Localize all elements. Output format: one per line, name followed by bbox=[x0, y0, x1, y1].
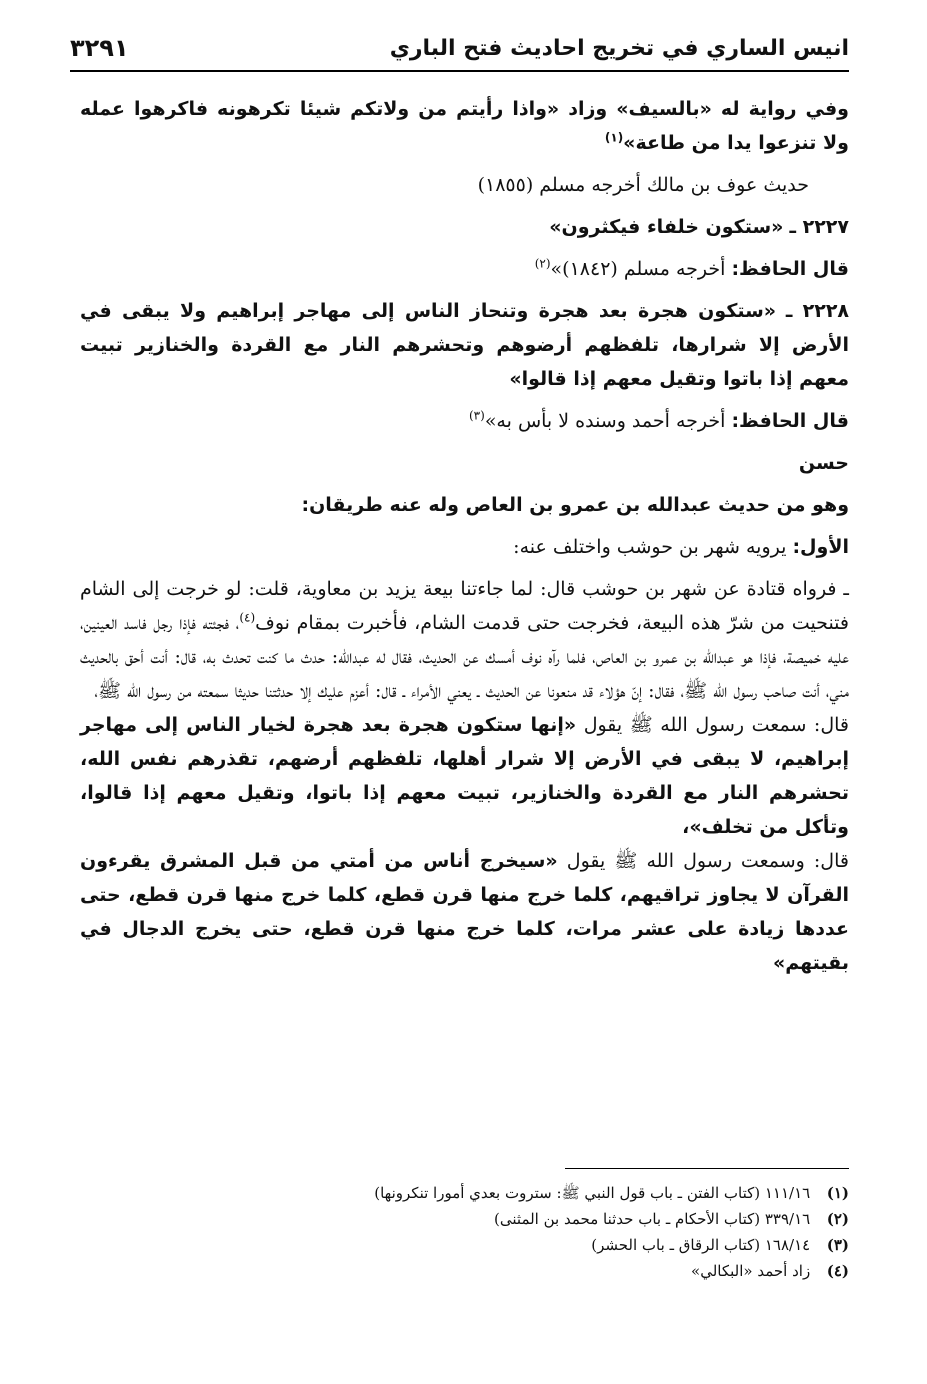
footnote bbox=[80, 1180, 849, 1206]
paragraph-awf-hadith bbox=[80, 168, 849, 202]
qal-1-matn: «إنها ستكون هجرة بعد هجرة لخيار الناس إلى مهاجر إبراهيم، لا يبقى في الأرض إلا شرار أهلها، تلفظهم أرضهم، تقذرهم نفس الله، تحشرهم النار مع القردة والخنازير، تبيت معهم إذا باتوا، وتقيل معهم إذا قالوا، وتأكل من تخلف»، bbox=[80, 714, 849, 838]
footnote-text: ٣٣٩/١٦ (كتاب الأحكام ـ باب حدثنا محمد بن المثنى) bbox=[494, 1210, 811, 1228]
qal-2-intro: قال: وسمعت رسول الله ﷺ يقول bbox=[566, 850, 849, 872]
hafiz-label-1: قال الحافظ: bbox=[731, 258, 849, 280]
footnote-number: (١) bbox=[826, 1184, 849, 1202]
footnote-ref-4: (٤) bbox=[239, 610, 256, 625]
awf-text: حديث عوف بن مالك أخرجه مسلم (١٨٥٥) bbox=[477, 174, 809, 196]
footnote bbox=[80, 1206, 849, 1232]
qatada-text-a: ـ فرواه قتادة عن شهر بن حوشب قال: لما جاءتنا بيعة يزيد بن معاوية، قلت: لو خرجت إلى الشام فتنحيت من شرّ هذه البيعة، فخرجت حتى قدمت الشام، فأخبرت بمقام نوف bbox=[80, 578, 849, 634]
paragraph-first-route bbox=[80, 530, 849, 564]
hafiz-label-2: قال الحافظ: bbox=[731, 410, 849, 432]
grade-hasan bbox=[80, 446, 849, 480]
footnote-number: (٢) bbox=[826, 1210, 849, 1228]
hadith-2228-number: ٢٢٢٨ ـ bbox=[785, 300, 850, 322]
footnote-ref-3: (٣) bbox=[468, 408, 485, 423]
qal-1-intro: قال: سمعت رسول الله ﷺ يقول bbox=[583, 714, 849, 736]
hadith-2227-text: «ستكون خلفاء فيكثرون» bbox=[549, 216, 784, 238]
paragraph-riwaya bbox=[80, 92, 849, 160]
page-number: ٣٢٩١ bbox=[70, 34, 129, 62]
first-route-label: الأول: bbox=[792, 536, 849, 558]
page-header bbox=[70, 30, 849, 72]
paragraph-qatada bbox=[80, 572, 849, 980]
footnote-ref-1: (١) bbox=[604, 130, 624, 145]
hafiz-note-2228 bbox=[80, 404, 849, 438]
qatada-text-b: ، فجئته فإذا رجل فاسد العينين، عليه خميصة، فإذا هو عبدالله بن عمرو بن العاص، فلما رآه نوف أمسك عن الحديث، فقال له عبدالله: حدث ما كنت تحدث به، قال: أنت أحق بالحديث مني، أنت صاحب رسول الله ﷺ، فقال: إنّ هؤلاء قد منعونا عن الحديث ـ يعني الأمراء ـ قال: أعزم عليك إلا حدثتنا حديثا سمعته من رسول الله ﷺ، bbox=[80, 612, 849, 702]
header-rule bbox=[70, 70, 849, 72]
footnote bbox=[80, 1232, 849, 1258]
hadith-2228 bbox=[80, 294, 849, 396]
qal-2-matn: «سيخرج أناس من أمتي من قبل المشرق يقرءون القرآن لا يجاوز تراقيهم، كلما خرج منها قرن قطع، كلما خرج منها قرن قطع، حتى عددها زيادة على عشر مرات، كلما خرج منها قرن قطع، حتى يخرج الدجال في بقيتهم» bbox=[80, 850, 849, 974]
footnote-text: ١٦٨/١٤ (كتاب الرقاق ـ باب الحشر) bbox=[591, 1236, 811, 1254]
hadith-2227 bbox=[80, 210, 849, 244]
footnote-rule bbox=[565, 1168, 849, 1169]
footnote-text: ١١١/١٦ (كتاب الفتن ـ باب قول النبي ﷺ: ستروت بعدي أمورا تنكرونها) bbox=[374, 1184, 811, 1202]
main-text bbox=[80, 92, 849, 988]
riwaya-text: وفي رواية له «بالسيف» وزاد «واذا رأيتم من ولاتكم شيئا تكرهونه فاكرهوا عمله ولا تنزعوا يدا من طاعة» bbox=[80, 98, 849, 154]
footnote-number: (٤) bbox=[826, 1262, 849, 1280]
footnote-number: (٣) bbox=[826, 1236, 849, 1254]
hadith-2227-number: ٢٢٢٧ ـ bbox=[789, 216, 849, 238]
hafiz-text-2: أخرجه أحمد وسنده لا بأس به» bbox=[484, 410, 726, 432]
hafiz-text-1: أخرجه مسلم (١٨٤٢)» bbox=[550, 258, 726, 280]
turuq-text: وهو من حديث عبدالله بن عمرو بن العاص وله عنه طريقان: bbox=[301, 494, 849, 516]
paragraph-turuq bbox=[80, 488, 849, 522]
first-route-text: يرويه شهر بن حوشب واختلف عنه: bbox=[513, 536, 787, 558]
footnote-ref-2: (٢) bbox=[534, 256, 551, 271]
footnote-text: زاد أحمد «البكالي» bbox=[691, 1262, 811, 1280]
hafiz-note-2227 bbox=[80, 252, 849, 286]
grade-text: حسن bbox=[798, 452, 849, 474]
running-title: انيس الساري في تخريج احاديث فتح الباري bbox=[389, 36, 849, 61]
footnotes bbox=[80, 1180, 849, 1284]
hadith-2228-text: «ستكون هجرة بعد هجرة وتنحاز الناس إلى مهاجر إبراهيم ولا يبقى في الأرض إلا شرارها، تلفظهم أرضوهم وتحشرهم النار مع القردة والخنازير تبيت معهم إذا باتوا وتقيل معهم إذا قالوا» bbox=[80, 300, 849, 390]
footnote bbox=[80, 1258, 849, 1284]
